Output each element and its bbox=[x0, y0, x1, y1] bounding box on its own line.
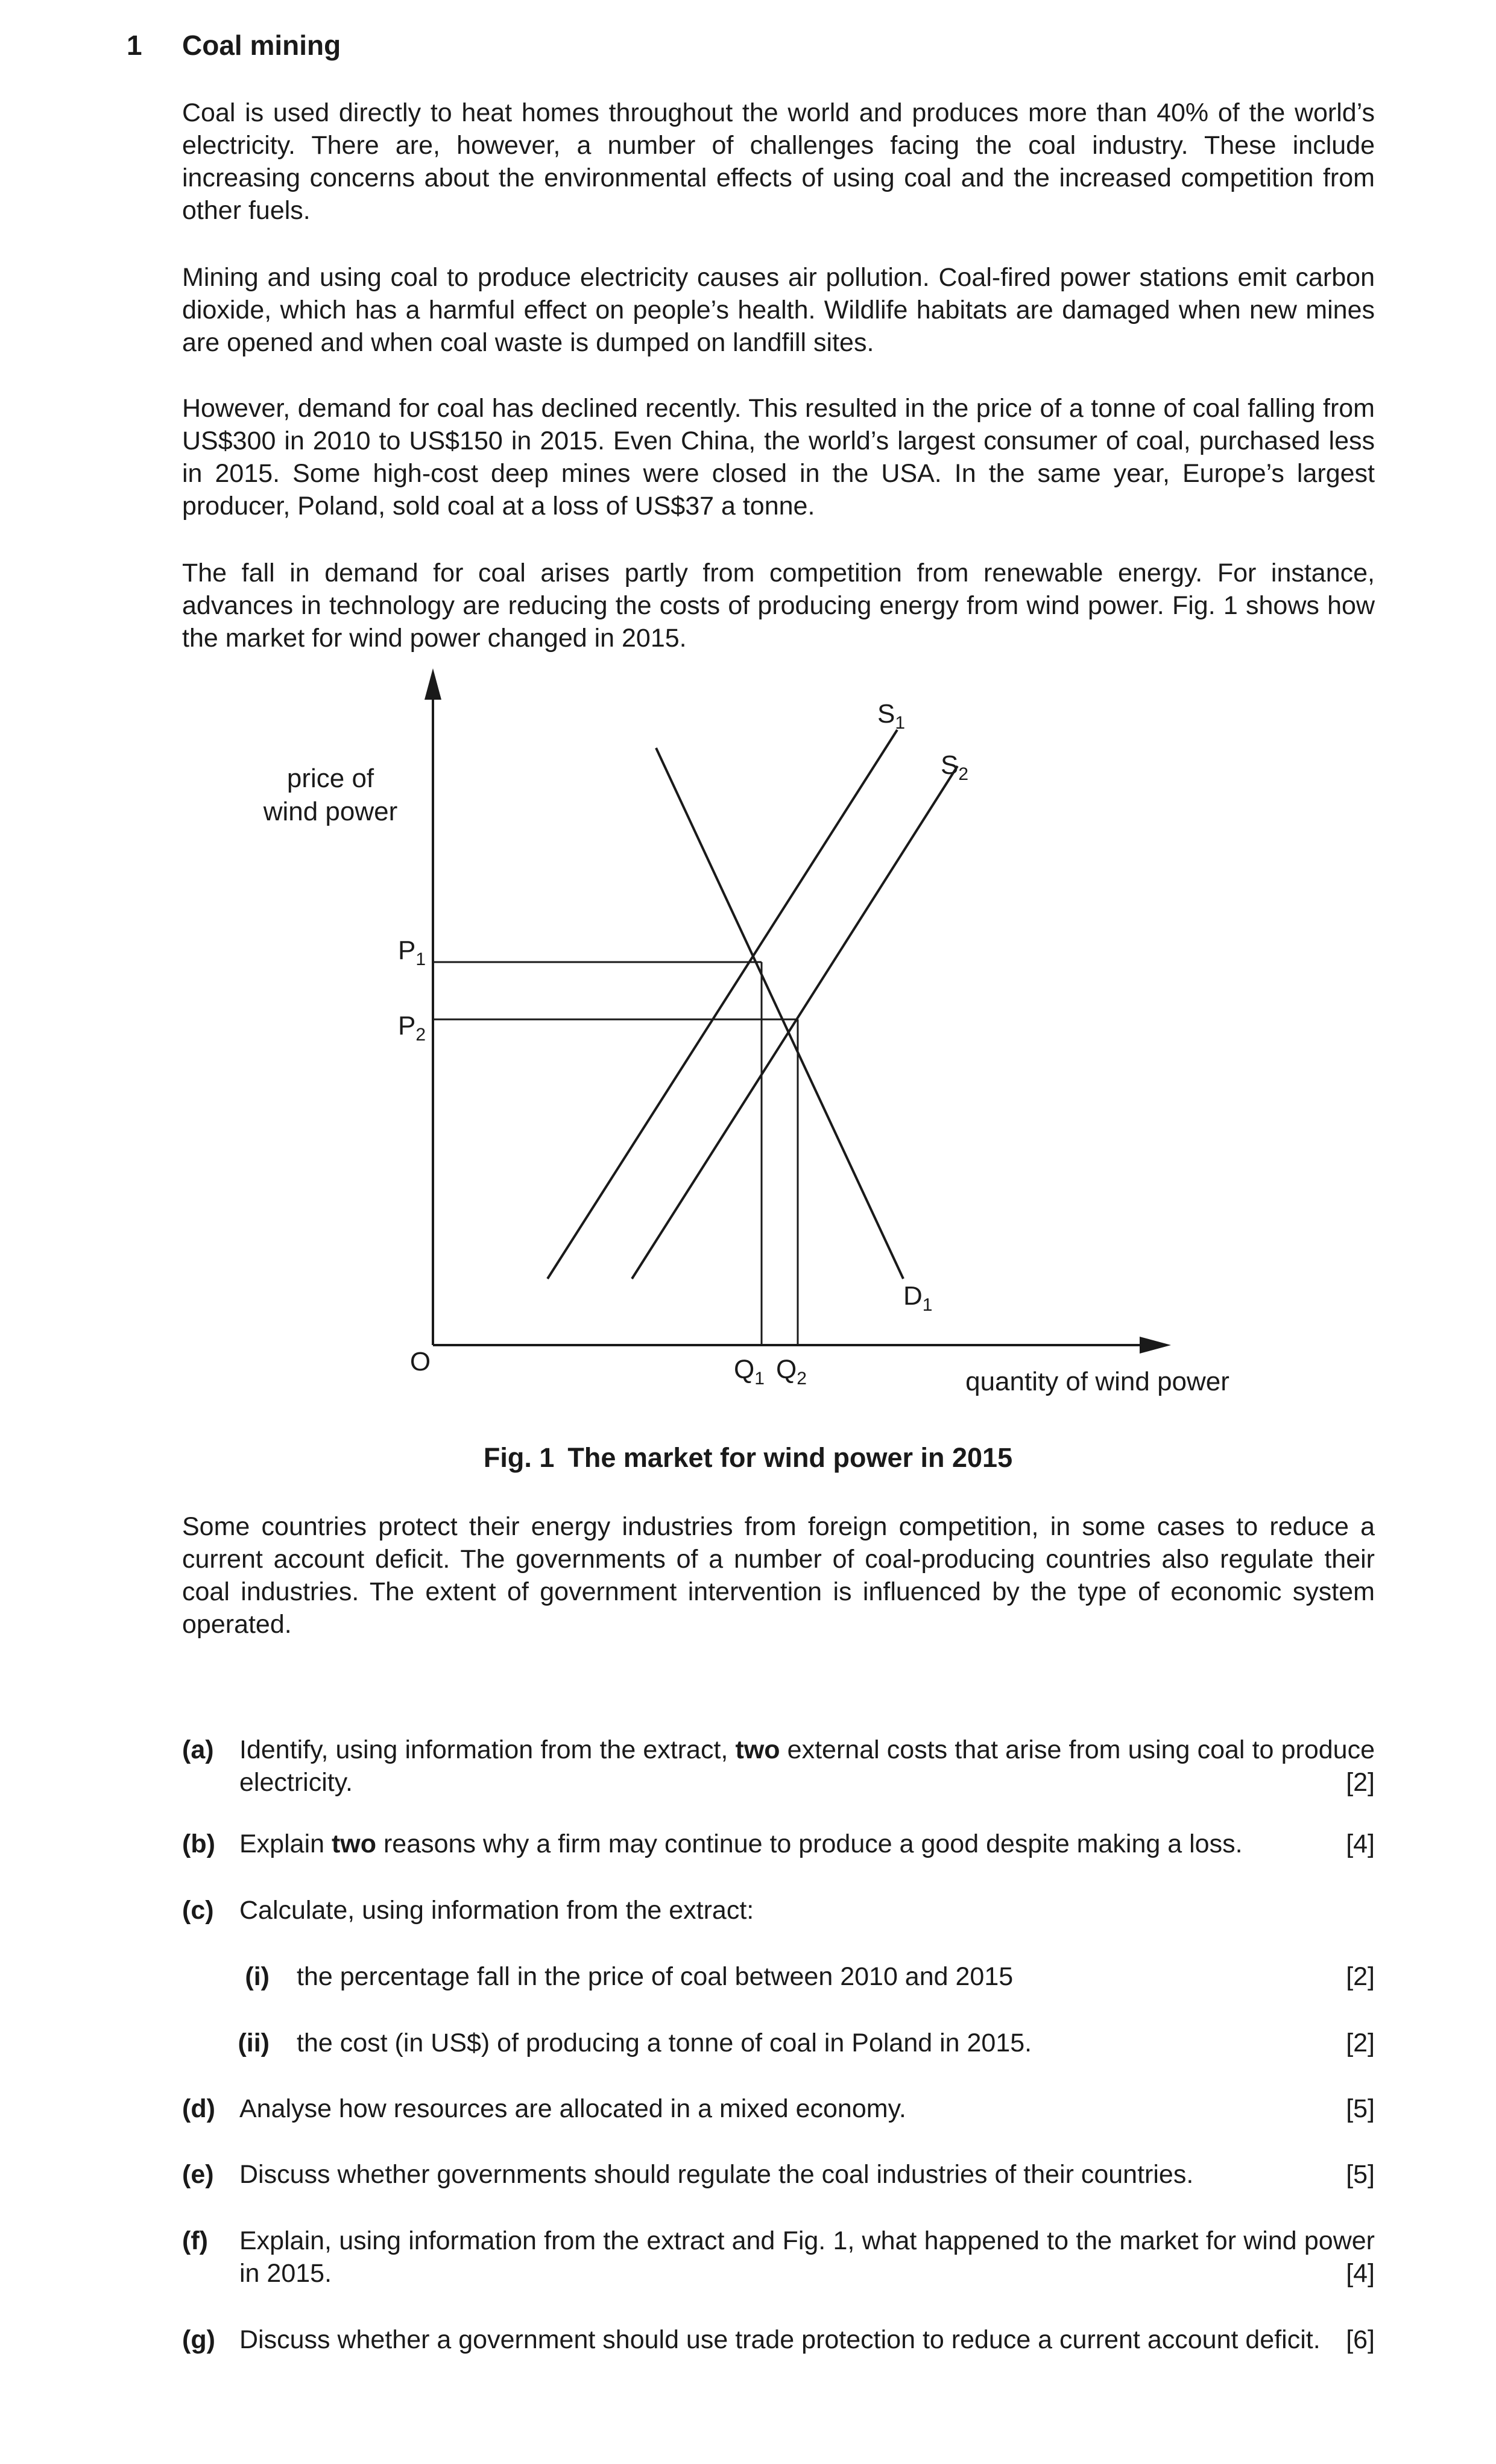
extract-paragraph-4: The fall in demand for coal arises partly from competition from renewable energy. For instance, advances in technology are reducing the costs of producing energy from wind power. Fig. 1 shows how the market for wind power changed in 2015. bbox=[182, 559, 1375, 653]
figure-caption-text: The market for wind power in 2015 bbox=[567, 1442, 1013, 1473]
question-label: (d) bbox=[182, 2094, 215, 2123]
question-i bbox=[182, 1960, 1375, 1993]
question-text: Explain two reasons why a firm may continue to produce a good despite making a loss. [4] bbox=[239, 1828, 1375, 1860]
extract-paragraph-5: Some countries protect their energy industries from foreign competition, in some cases to reduce a current account deficit. The governments of a number of coal-producing countries also regulate their coal industries. The extent of government intervention is influenced by the type of economic system operated. bbox=[182, 1512, 1375, 1639]
question-text: Analyse how resources are allocated in a mixed economy. [5] bbox=[239, 2092, 1375, 2125]
question-mark: [2] bbox=[1346, 2029, 1375, 2057]
question-text: Calculate, using information from the extract: bbox=[239, 1896, 754, 1925]
question-e bbox=[182, 2158, 1375, 2191]
question-a bbox=[182, 1734, 1375, 1799]
question-label: (ii) bbox=[238, 2029, 270, 2057]
tick-label-p1: $P_1$ bbox=[398, 936, 426, 969]
origin-label: O bbox=[409, 1347, 431, 1376]
question-mark: [2] bbox=[1346, 1962, 1375, 1991]
extract-paragraph-3: However, demand for coal has declined recently. This resulted in the price of a tonne of coal falling from US$300 in 2010 to US$150 in 2015. Even China, the world’s largest consumer of coal, purchased less in 2015. Some high-cost deep mines were closed in the USA. In the same year, Europe’s largest producer, Poland, sold coal at a loss of US$37 a tonne. bbox=[182, 394, 1375, 521]
question-text: Explain, using information from the extract and Fig. 1, what happened to the market for wind power in 2015. [4] bbox=[239, 2225, 1375, 2290]
question-mark: [6] bbox=[1346, 2325, 1375, 2354]
extract-paragraph-1: Coal is used directly to heat homes throughout the world and produces more than 40% of the world’s electricity. There are, however, a number of challenges facing the coal industry. These include increasing concerns about the environmental effects of using coal and the increased competition from other fuels. bbox=[182, 98, 1375, 225]
question-mark: [4] bbox=[1346, 2259, 1375, 2288]
question-b bbox=[182, 1828, 1375, 1860]
question-text: Discuss whether governments should regulate the coal industries of their countries. [5] bbox=[239, 2158, 1375, 2191]
fig1-chart bbox=[0, 664, 1496, 1436]
question-text: the percentage fall in the price of coal between 2010 and 2015 [2] bbox=[297, 1960, 1375, 1993]
question-text: Identify, using information from the extract, two external costs that arise from using coal to produce electricity. [2] bbox=[239, 1734, 1375, 1799]
question-mark: [5] bbox=[1346, 2094, 1375, 2123]
y-axis-arrow-icon bbox=[424, 668, 441, 700]
question-label: (i) bbox=[245, 1962, 270, 1991]
question-label: (b) bbox=[182, 1829, 215, 1858]
figure-caption-number: Fig. 1 bbox=[483, 1442, 555, 1473]
question-label: (g) bbox=[182, 2325, 215, 2354]
question-ii bbox=[182, 2027, 1375, 2059]
question-c bbox=[182, 1894, 1375, 1927]
question-text: the cost (in US$) of producing a tonne of coal in Poland in 2015. [2] bbox=[297, 2027, 1375, 2059]
question-label: (f) bbox=[182, 2226, 208, 2255]
question-d bbox=[182, 2092, 1375, 2125]
curve-s1 bbox=[548, 730, 897, 1279]
question-mark: [2] bbox=[1346, 1768, 1375, 1797]
curve-label-s1: $S_1$ bbox=[877, 699, 906, 733]
question-text: Discuss whether a government should use trade protection to reduce a current account deficit. [6] bbox=[239, 2323, 1375, 2356]
figure-caption bbox=[0, 1442, 1496, 1474]
question-title: Coal mining bbox=[182, 30, 341, 61]
tick-label-q2: $Q_2$ bbox=[776, 1355, 807, 1389]
question-label: (a) bbox=[182, 1735, 214, 1764]
y-axis-label-line2: wind power bbox=[263, 797, 398, 826]
curve-label-s2: $S_2$ bbox=[941, 750, 969, 784]
question-label: (e) bbox=[182, 2160, 214, 2189]
curve-label-d1: $D_1$ bbox=[903, 1281, 933, 1315]
curve-s2 bbox=[632, 766, 958, 1279]
curve-d1 bbox=[656, 748, 903, 1279]
tick-label-q1: $Q_1$ bbox=[734, 1355, 765, 1389]
extract-paragraph-2: Mining and using coal to produce electricity causes air pollution. Coal-fired power stations emit carbon dioxide, which has a harmful effect on people’s health. Wildlife habitats are damaged when new mines are opened and when coal waste is dumped on landfill sites. bbox=[182, 263, 1375, 357]
question-f bbox=[182, 2225, 1375, 2290]
question-number: 1 bbox=[127, 30, 142, 61]
question-label: (c) bbox=[182, 1896, 214, 1925]
question-g bbox=[182, 2323, 1375, 2356]
x-axis-label: quantity of wind power bbox=[965, 1367, 1229, 1396]
x-axis-arrow-icon bbox=[1140, 1337, 1171, 1354]
y-axis-label-line1: price of bbox=[286, 764, 374, 793]
tick-label-p2: $P_2$ bbox=[398, 1011, 426, 1045]
question-mark: [5] bbox=[1346, 2160, 1375, 2189]
question-mark: [4] bbox=[1346, 1829, 1375, 1858]
